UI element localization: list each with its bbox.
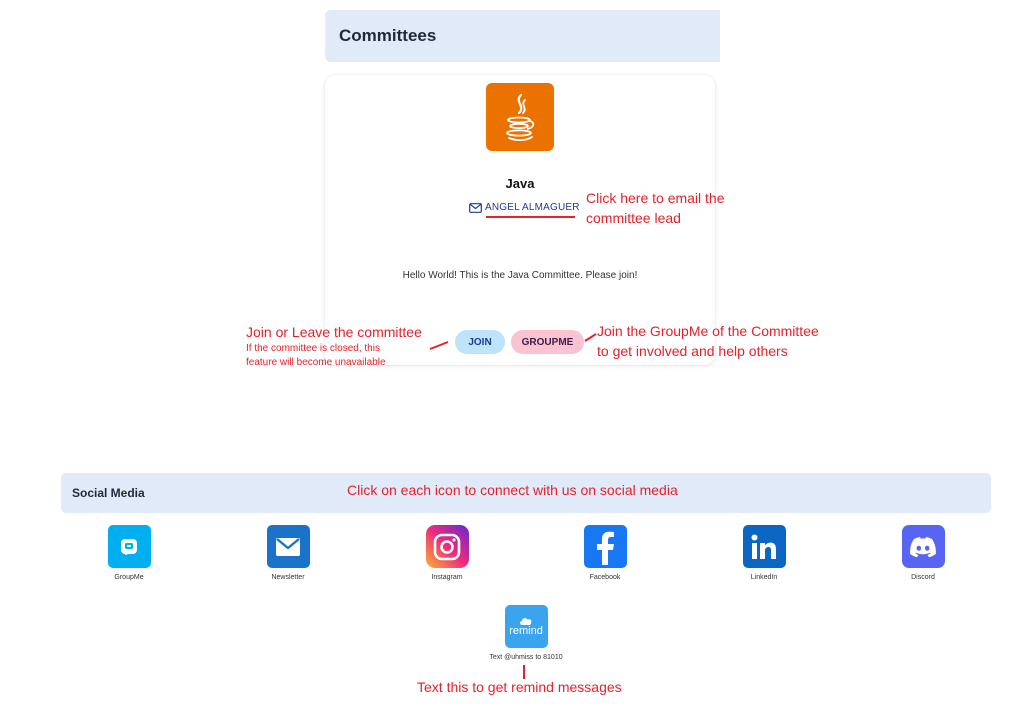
groupme-icon	[108, 525, 151, 568]
instagram-icon	[426, 525, 469, 568]
committee-lead-email-link[interactable]	[469, 202, 580, 213]
java-logo-icon	[486, 83, 554, 151]
annotation-email-lead	[586, 188, 725, 228]
mail-icon	[469, 203, 482, 213]
annotation-join-leave: Join or Leave the committee	[246, 324, 422, 340]
social-item-groupme[interactable]	[89, 525, 169, 581]
committees-header	[325, 10, 720, 62]
social-label-instagram: Instagram	[431, 574, 463, 581]
committees-title: Committees	[339, 26, 437, 45]
social-item-linkedin[interactable]	[724, 525, 804, 581]
remind-icon	[505, 605, 548, 648]
social-item-newsletter[interactable]	[248, 525, 328, 581]
annotation-groupme-line1: Join the GroupMe of the Committee	[597, 323, 819, 339]
mail-icon	[267, 525, 310, 568]
discord-icon	[902, 525, 945, 568]
annotation-email-lead-line2: committee lead	[586, 210, 681, 226]
social-label-discord: Discord	[911, 574, 935, 581]
social-label-newsletter: Newsletter	[271, 574, 305, 581]
annotation-social-hint: Click on each icon to connect with us on social media	[347, 482, 678, 498]
linkedin-icon	[743, 525, 786, 568]
annotation-underline	[486, 216, 575, 218]
committee-lead-name: ANGEL ALMAGUER	[485, 202, 580, 213]
annotation-groupme	[597, 321, 819, 361]
social-label-remind: Text @uhmiss to 81010	[489, 654, 563, 661]
annotation-closed-line2: feature will become unavailable	[246, 357, 386, 368]
remind-icon-text: remind	[509, 625, 543, 637]
social-item-facebook[interactable]	[565, 525, 645, 581]
annotation-pointer-join	[428, 338, 452, 352]
social-item-remind[interactable]	[486, 605, 566, 661]
annotation-groupme-line2: to get involved and help others	[597, 343, 788, 359]
social-media-title: Social Media	[72, 486, 145, 500]
annotation-email-lead-line1: Click here to email the	[586, 190, 725, 206]
groupme-button[interactable]: GROUPME	[511, 330, 584, 354]
social-label-linkedin: LinkedIn	[750, 574, 778, 581]
annotation-closed	[246, 342, 386, 370]
social-label-facebook: Facebook	[589, 574, 621, 581]
annotation-pointer-groupme	[583, 331, 599, 343]
committee-name: Java	[505, 176, 535, 191]
annotation-remind-hint: Text this to get remind messages	[417, 679, 622, 695]
join-button[interactable]: JOIN	[455, 330, 505, 354]
social-item-instagram[interactable]	[407, 525, 487, 581]
annotation-closed-line1: If the committee is closed, this	[246, 343, 380, 354]
facebook-icon	[584, 525, 627, 568]
social-item-discord[interactable]	[883, 525, 963, 581]
committee-description: Hello World! This is the Java Committee. Please join!	[402, 270, 638, 281]
social-label-groupme: GroupMe	[114, 574, 144, 581]
